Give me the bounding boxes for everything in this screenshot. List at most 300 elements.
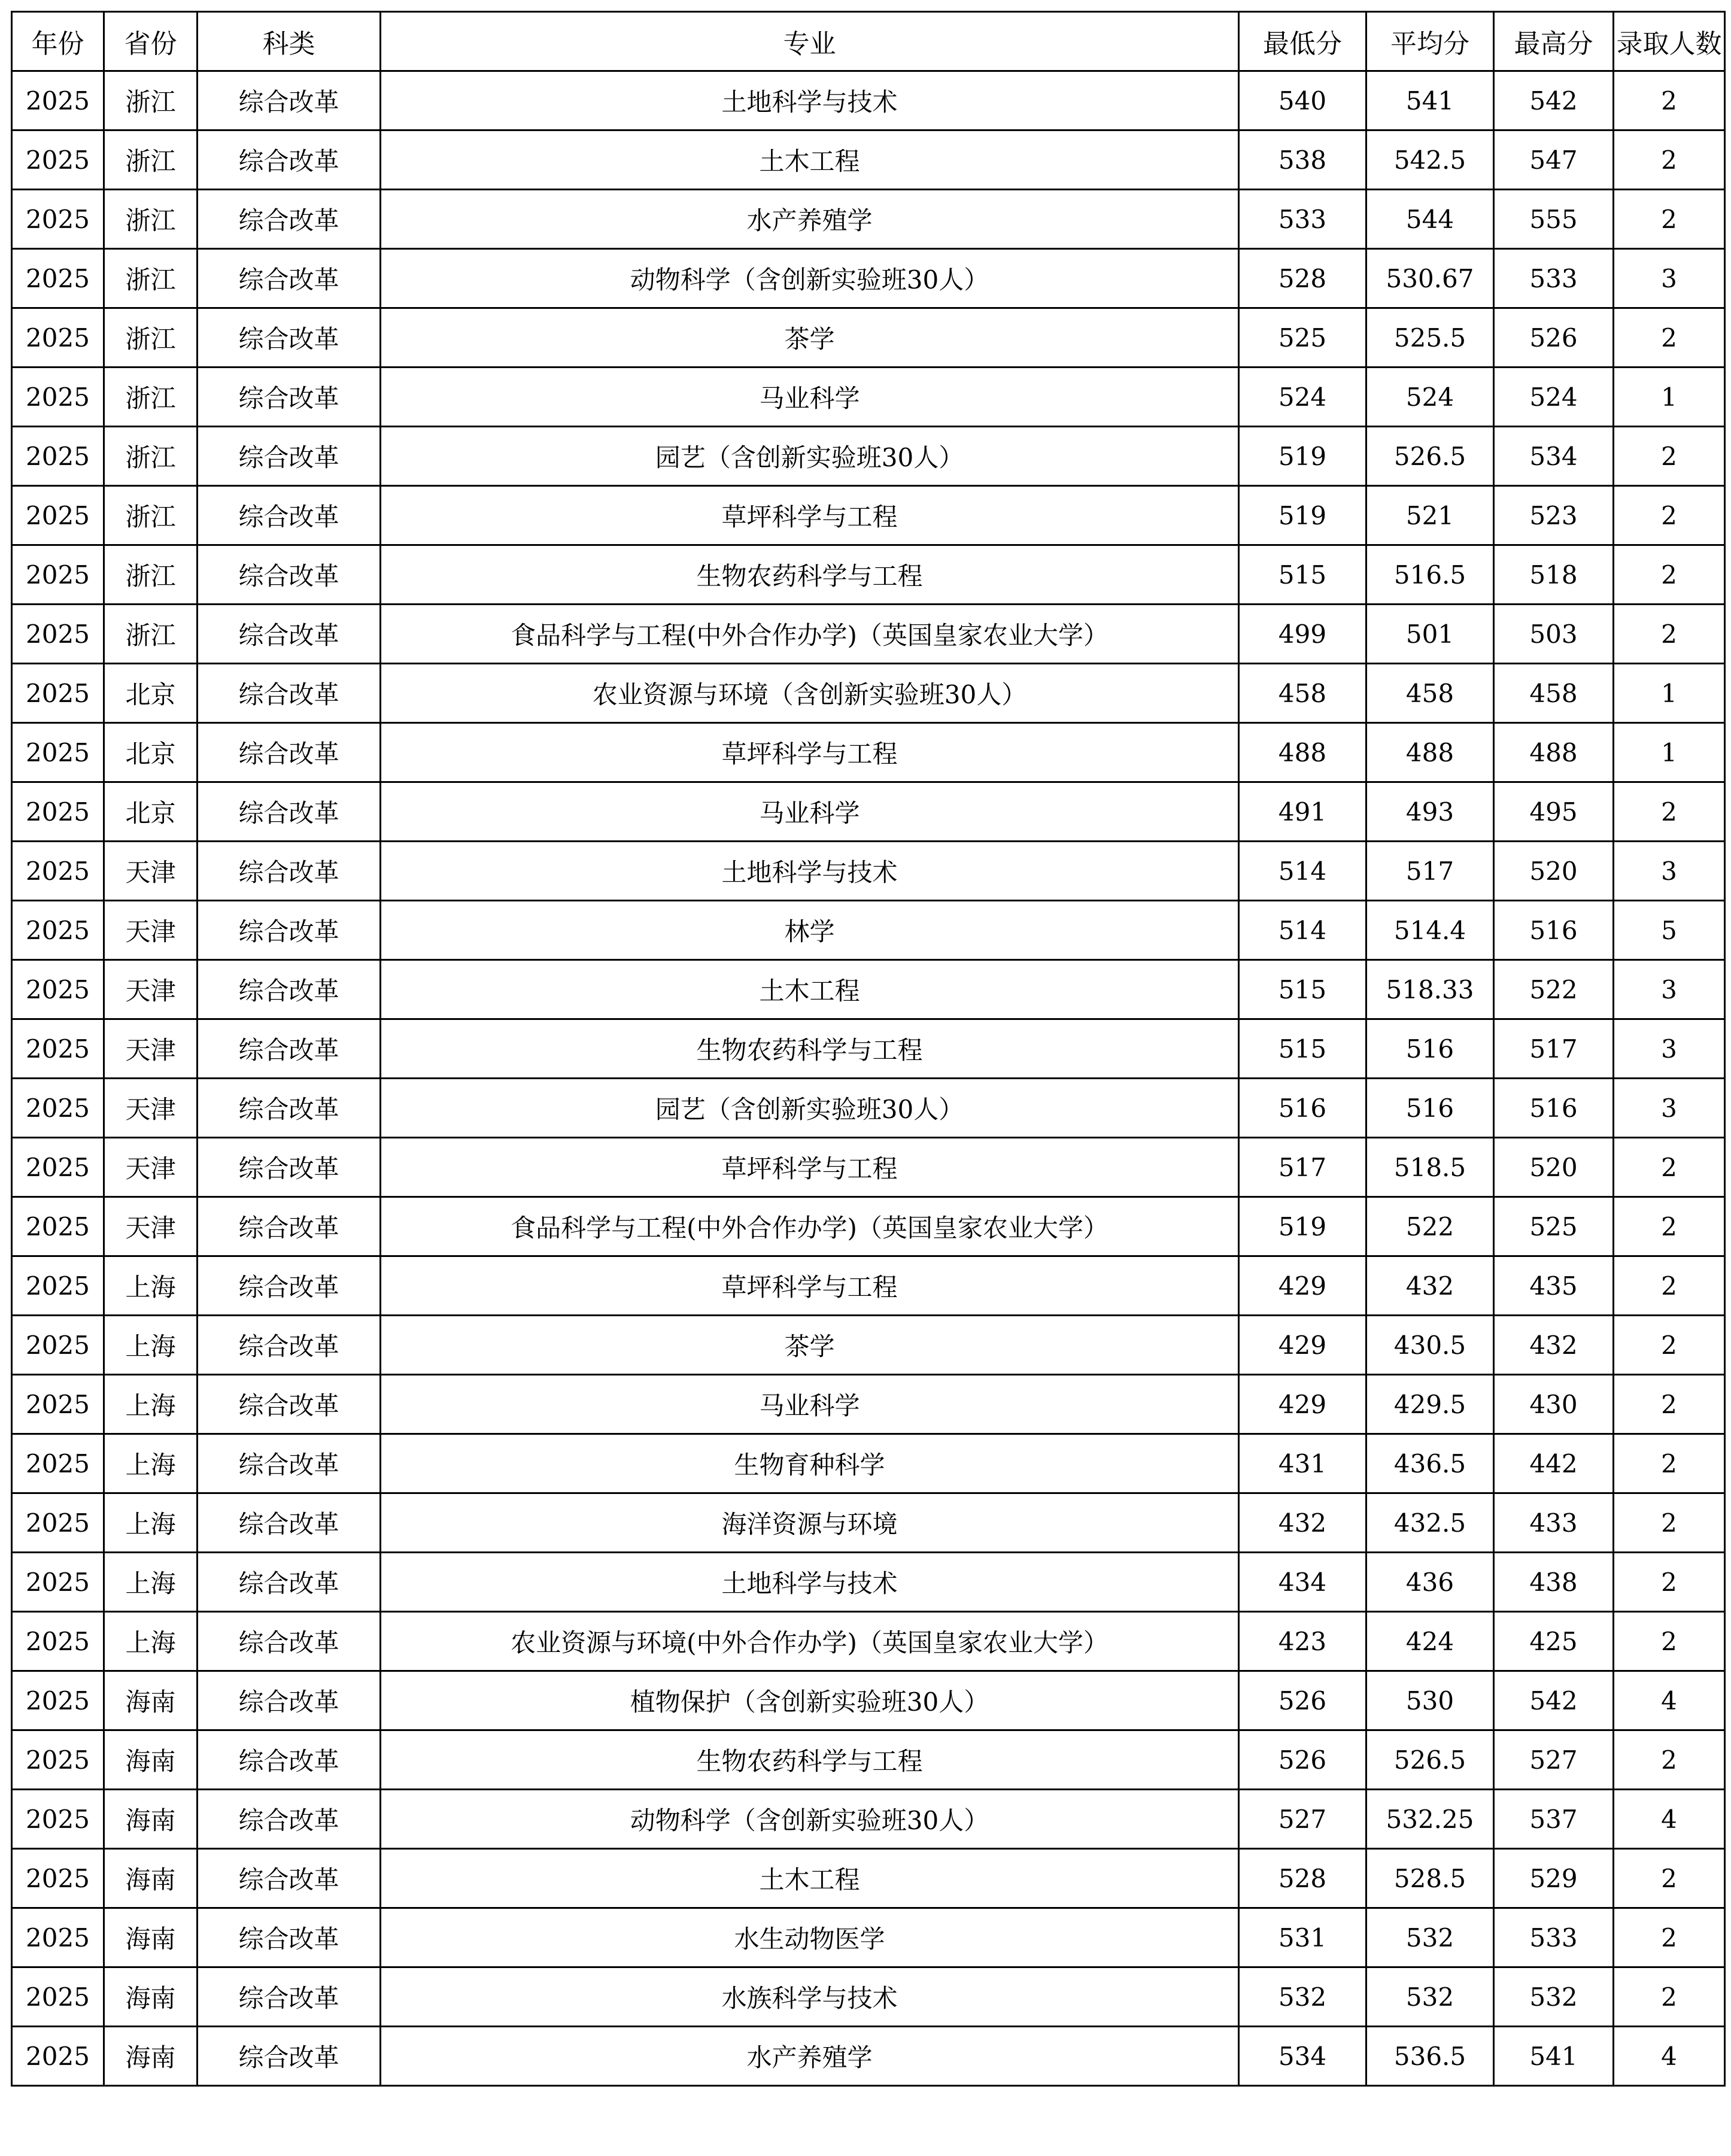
cell-major: 土地科学与技术 [381, 1553, 1239, 1612]
cell-category: 综合改革 [198, 1316, 381, 1375]
cell-avg-score: 521 [1366, 486, 1494, 545]
cell-max-score: 541 [1494, 2027, 1614, 2086]
cell-year: 2025 [12, 960, 104, 1019]
cell-max-score: 517 [1494, 1019, 1614, 1079]
admission-scores-table [11, 11, 1726, 2087]
cell-admitted-count: 3 [1614, 960, 1725, 1019]
cell-admitted-count: 2 [1614, 486, 1725, 545]
cell-admitted-count: 2 [1614, 545, 1725, 605]
cell-year: 2025 [12, 1079, 104, 1138]
table-row [12, 2027, 1725, 2086]
cell-category: 综合改革 [198, 1138, 381, 1197]
table-row [12, 1138, 1725, 1197]
cell-admitted-count: 2 [1614, 1197, 1725, 1256]
cell-major: 茶学 [381, 1316, 1239, 1375]
cell-min-score: 491 [1239, 782, 1366, 842]
cell-year: 2025 [12, 368, 104, 427]
cell-major: 水生动物医学 [381, 1908, 1239, 1967]
cell-major: 草坪科学与工程 [381, 723, 1239, 782]
cell-admitted-count: 2 [1614, 782, 1725, 842]
cell-min-score: 488 [1239, 723, 1366, 782]
cell-major: 草坪科学与工程 [381, 1256, 1239, 1316]
cell-avg-score: 436 [1366, 1553, 1494, 1612]
cell-avg-score: 532 [1366, 1967, 1494, 2027]
cell-max-score: 516 [1494, 901, 1614, 960]
table-row [12, 249, 1725, 308]
cell-admitted-count: 2 [1614, 1434, 1725, 1493]
cell-avg-score: 429.5 [1366, 1375, 1494, 1434]
cell-province: 浙江 [104, 249, 198, 308]
cell-year: 2025 [12, 664, 104, 723]
cell-category: 综合改革 [198, 1790, 381, 1849]
table-row [12, 723, 1725, 782]
cell-min-score: 432 [1239, 1493, 1366, 1553]
cell-max-score: 442 [1494, 1434, 1614, 1493]
cell-min-score: 540 [1239, 71, 1366, 130]
cell-province: 天津 [104, 1138, 198, 1197]
cell-province: 天津 [104, 1197, 198, 1256]
cell-category: 综合改革 [198, 1434, 381, 1493]
table-row [12, 130, 1725, 190]
cell-min-score: 528 [1239, 1849, 1366, 1908]
cell-min-score: 434 [1239, 1553, 1366, 1612]
header-max-score: 最高分 [1494, 12, 1614, 71]
cell-category: 综合改革 [198, 427, 381, 486]
cell-category: 综合改革 [198, 1908, 381, 1967]
cell-major: 马业科学 [381, 782, 1239, 842]
table-row [12, 1730, 1725, 1790]
cell-year: 2025 [12, 723, 104, 782]
cell-admitted-count: 2 [1614, 1612, 1725, 1671]
cell-max-score: 534 [1494, 427, 1614, 486]
cell-year: 2025 [12, 1908, 104, 1967]
cell-avg-score: 536.5 [1366, 2027, 1494, 2086]
cell-admitted-count: 1 [1614, 723, 1725, 782]
cell-admitted-count: 3 [1614, 1079, 1725, 1138]
cell-major: 园艺（含创新实验班30人） [381, 427, 1239, 486]
cell-min-score: 514 [1239, 842, 1366, 901]
cell-min-score: 429 [1239, 1375, 1366, 1434]
table-row [12, 486, 1725, 545]
cell-avg-score: 424 [1366, 1612, 1494, 1671]
cell-major: 草坪科学与工程 [381, 486, 1239, 545]
cell-year: 2025 [12, 1671, 104, 1730]
header-row [12, 12, 1725, 71]
cell-province: 海南 [104, 1849, 198, 1908]
cell-major: 园艺（含创新实验班30人） [381, 1079, 1239, 1138]
cell-year: 2025 [12, 308, 104, 368]
cell-province: 上海 [104, 1553, 198, 1612]
cell-avg-score: 532 [1366, 1908, 1494, 1967]
cell-category: 综合改革 [198, 545, 381, 605]
cell-admitted-count: 3 [1614, 1019, 1725, 1079]
cell-category: 综合改革 [198, 842, 381, 901]
cell-major: 农业资源与环境（含创新实验班30人） [381, 664, 1239, 723]
cell-max-score: 547 [1494, 130, 1614, 190]
cell-category: 综合改革 [198, 605, 381, 664]
cell-avg-score: 532.25 [1366, 1790, 1494, 1849]
table-row [12, 1434, 1725, 1493]
cell-year: 2025 [12, 71, 104, 130]
cell-year: 2025 [12, 1316, 104, 1375]
cell-avg-score: 488 [1366, 723, 1494, 782]
cell-avg-score: 528.5 [1366, 1849, 1494, 1908]
cell-year: 2025 [12, 605, 104, 664]
cell-max-score: 526 [1494, 308, 1614, 368]
cell-category: 综合改革 [198, 1079, 381, 1138]
cell-admitted-count: 2 [1614, 1849, 1725, 1908]
cell-max-score: 524 [1494, 368, 1614, 427]
table-row [12, 1849, 1725, 1908]
cell-province: 海南 [104, 1967, 198, 2027]
cell-province: 浙江 [104, 130, 198, 190]
cell-admitted-count: 1 [1614, 664, 1725, 723]
cell-year: 2025 [12, 1256, 104, 1316]
cell-max-score: 503 [1494, 605, 1614, 664]
cell-province: 浙江 [104, 427, 198, 486]
cell-province: 浙江 [104, 545, 198, 605]
cell-province: 上海 [104, 1434, 198, 1493]
table-body [12, 71, 1725, 2086]
cell-max-score: 522 [1494, 960, 1614, 1019]
cell-admitted-count: 2 [1614, 1256, 1725, 1316]
cell-category: 综合改革 [198, 1967, 381, 2027]
table-row [12, 1908, 1725, 1967]
cell-province: 北京 [104, 664, 198, 723]
cell-major: 植物保护（含创新实验班30人） [381, 1671, 1239, 1730]
table-row [12, 1197, 1725, 1256]
header-year: 年份 [12, 12, 104, 71]
cell-category: 综合改革 [198, 1612, 381, 1671]
cell-max-score: 529 [1494, 1849, 1614, 1908]
cell-admitted-count: 2 [1614, 130, 1725, 190]
cell-min-score: 538 [1239, 130, 1366, 190]
cell-category: 综合改革 [198, 368, 381, 427]
cell-admitted-count: 2 [1614, 1138, 1725, 1197]
table-row [12, 71, 1725, 130]
cell-province: 浙江 [104, 190, 198, 249]
admission-scores-sheet [11, 11, 1726, 2087]
cell-year: 2025 [12, 1790, 104, 1849]
cell-max-score: 542 [1494, 1671, 1614, 1730]
cell-max-score: 523 [1494, 486, 1614, 545]
cell-avg-score: 516 [1366, 1079, 1494, 1138]
cell-admitted-count: 5 [1614, 901, 1725, 960]
cell-year: 2025 [12, 545, 104, 605]
cell-min-score: 458 [1239, 664, 1366, 723]
cell-major: 生物农药科学与工程 [381, 1730, 1239, 1790]
cell-category: 综合改革 [198, 249, 381, 308]
table-row [12, 605, 1725, 664]
cell-admitted-count: 2 [1614, 190, 1725, 249]
cell-major: 农业资源与环境(中外合作办学)（英国皇家农业大学） [381, 1612, 1239, 1671]
cell-avg-score: 432 [1366, 1256, 1494, 1316]
cell-avg-score: 518.33 [1366, 960, 1494, 1019]
cell-avg-score: 544 [1366, 190, 1494, 249]
table-row [12, 664, 1725, 723]
cell-province: 海南 [104, 1908, 198, 1967]
cell-province: 浙江 [104, 605, 198, 664]
cell-major: 动物科学（含创新实验班30人） [381, 1790, 1239, 1849]
cell-province: 浙江 [104, 308, 198, 368]
cell-avg-score: 501 [1366, 605, 1494, 664]
cell-major: 土木工程 [381, 960, 1239, 1019]
table-row [12, 1612, 1725, 1671]
cell-admitted-count: 2 [1614, 1730, 1725, 1790]
table-row [12, 1256, 1725, 1316]
cell-admitted-count: 3 [1614, 842, 1725, 901]
cell-category: 综合改革 [198, 723, 381, 782]
cell-year: 2025 [12, 427, 104, 486]
cell-year: 2025 [12, 901, 104, 960]
cell-avg-score: 516 [1366, 1019, 1494, 1079]
table-row [12, 782, 1725, 842]
cell-major: 水族科学与技术 [381, 1967, 1239, 2027]
cell-category: 综合改革 [198, 1019, 381, 1079]
cell-major: 土木工程 [381, 1849, 1239, 1908]
cell-admitted-count: 4 [1614, 1671, 1725, 1730]
cell-major: 食品科学与工程(中外合作办学)（英国皇家农业大学） [381, 605, 1239, 664]
cell-major: 食品科学与工程(中外合作办学)（英国皇家农业大学） [381, 1197, 1239, 1256]
cell-province: 天津 [104, 960, 198, 1019]
cell-admitted-count: 2 [1614, 427, 1725, 486]
cell-min-score: 515 [1239, 1019, 1366, 1079]
cell-max-score: 520 [1494, 842, 1614, 901]
cell-province: 上海 [104, 1375, 198, 1434]
cell-category: 综合改革 [198, 1553, 381, 1612]
cell-avg-score: 542.5 [1366, 130, 1494, 190]
cell-min-score: 516 [1239, 1079, 1366, 1138]
cell-year: 2025 [12, 842, 104, 901]
cell-min-score: 533 [1239, 190, 1366, 249]
table-row [12, 190, 1725, 249]
cell-max-score: 527 [1494, 1730, 1614, 1790]
cell-avg-score: 516.5 [1366, 545, 1494, 605]
cell-max-score: 430 [1494, 1375, 1614, 1434]
table-row [12, 1316, 1725, 1375]
cell-major: 草坪科学与工程 [381, 1138, 1239, 1197]
cell-province: 天津 [104, 901, 198, 960]
cell-min-score: 519 [1239, 427, 1366, 486]
cell-year: 2025 [12, 1553, 104, 1612]
cell-admitted-count: 4 [1614, 1790, 1725, 1849]
cell-min-score: 531 [1239, 1908, 1366, 1967]
cell-max-score: 555 [1494, 190, 1614, 249]
cell-year: 2025 [12, 249, 104, 308]
cell-major: 动物科学（含创新实验班30人） [381, 249, 1239, 308]
cell-min-score: 517 [1239, 1138, 1366, 1197]
cell-max-score: 520 [1494, 1138, 1614, 1197]
cell-major: 茶学 [381, 308, 1239, 368]
table-row [12, 1493, 1725, 1553]
cell-category: 综合改革 [198, 664, 381, 723]
cell-major: 水产养殖学 [381, 2027, 1239, 2086]
cell-province: 上海 [104, 1256, 198, 1316]
cell-category: 综合改革 [198, 1256, 381, 1316]
table-row [12, 842, 1725, 901]
cell-max-score: 532 [1494, 1967, 1614, 2027]
cell-max-score: 525 [1494, 1197, 1614, 1256]
cell-avg-score: 522 [1366, 1197, 1494, 1256]
cell-major: 土木工程 [381, 130, 1239, 190]
cell-min-score: 534 [1239, 2027, 1366, 2086]
cell-min-score: 524 [1239, 368, 1366, 427]
cell-province: 浙江 [104, 486, 198, 545]
cell-province: 天津 [104, 1019, 198, 1079]
cell-province: 上海 [104, 1612, 198, 1671]
cell-max-score: 438 [1494, 1553, 1614, 1612]
cell-year: 2025 [12, 2027, 104, 2086]
cell-min-score: 423 [1239, 1612, 1366, 1671]
cell-province: 浙江 [104, 71, 198, 130]
cell-min-score: 514 [1239, 901, 1366, 960]
cell-province: 海南 [104, 1790, 198, 1849]
cell-max-score: 516 [1494, 1079, 1614, 1138]
cell-category: 综合改革 [198, 190, 381, 249]
cell-province: 上海 [104, 1316, 198, 1375]
cell-category: 综合改革 [198, 1671, 381, 1730]
cell-category: 综合改革 [198, 1197, 381, 1256]
cell-admitted-count: 2 [1614, 308, 1725, 368]
cell-min-score: 519 [1239, 1197, 1366, 1256]
cell-category: 综合改革 [198, 2027, 381, 2086]
cell-avg-score: 530.67 [1366, 249, 1494, 308]
cell-max-score: 542 [1494, 71, 1614, 130]
cell-min-score: 515 [1239, 960, 1366, 1019]
cell-year: 2025 [12, 1612, 104, 1671]
cell-major: 生物农药科学与工程 [381, 545, 1239, 605]
cell-min-score: 429 [1239, 1316, 1366, 1375]
cell-admitted-count: 3 [1614, 249, 1725, 308]
table-row [12, 1790, 1725, 1849]
cell-admitted-count: 1 [1614, 368, 1725, 427]
header-min-score: 最低分 [1239, 12, 1366, 71]
cell-year: 2025 [12, 1493, 104, 1553]
cell-major: 土地科学与技术 [381, 842, 1239, 901]
cell-province: 北京 [104, 782, 198, 842]
cell-avg-score: 514.4 [1366, 901, 1494, 960]
cell-min-score: 526 [1239, 1730, 1366, 1790]
cell-min-score: 429 [1239, 1256, 1366, 1316]
cell-admitted-count: 2 [1614, 1553, 1725, 1612]
cell-max-score: 488 [1494, 723, 1614, 782]
cell-category: 综合改革 [198, 1849, 381, 1908]
cell-category: 综合改革 [198, 1375, 381, 1434]
cell-province: 浙江 [104, 368, 198, 427]
cell-category: 综合改革 [198, 960, 381, 1019]
cell-year: 2025 [12, 1434, 104, 1493]
header-admitted-count: 录取人数 [1614, 12, 1725, 71]
cell-category: 综合改革 [198, 71, 381, 130]
cell-category: 综合改革 [198, 901, 381, 960]
cell-major: 土地科学与技术 [381, 71, 1239, 130]
table-row [12, 1553, 1725, 1612]
cell-year: 2025 [12, 1138, 104, 1197]
cell-avg-score: 517 [1366, 842, 1494, 901]
cell-year: 2025 [12, 1019, 104, 1079]
cell-avg-score: 525.5 [1366, 308, 1494, 368]
cell-min-score: 527 [1239, 1790, 1366, 1849]
cell-avg-score: 493 [1366, 782, 1494, 842]
cell-max-score: 495 [1494, 782, 1614, 842]
table-row [12, 1375, 1725, 1434]
cell-max-score: 432 [1494, 1316, 1614, 1375]
cell-major: 马业科学 [381, 1375, 1239, 1434]
cell-category: 综合改革 [198, 130, 381, 190]
cell-min-score: 528 [1239, 249, 1366, 308]
cell-avg-score: 436.5 [1366, 1434, 1494, 1493]
cell-year: 2025 [12, 782, 104, 842]
cell-avg-score: 518.5 [1366, 1138, 1494, 1197]
cell-category: 综合改革 [198, 782, 381, 842]
cell-major: 生物农药科学与工程 [381, 1019, 1239, 1079]
cell-admitted-count: 4 [1614, 2027, 1725, 2086]
cell-admitted-count: 2 [1614, 71, 1725, 130]
cell-year: 2025 [12, 486, 104, 545]
cell-year: 2025 [12, 130, 104, 190]
cell-province: 海南 [104, 1671, 198, 1730]
header-province: 省份 [104, 12, 198, 71]
cell-province: 海南 [104, 2027, 198, 2086]
cell-admitted-count: 2 [1614, 1967, 1725, 2027]
cell-avg-score: 432.5 [1366, 1493, 1494, 1553]
cell-min-score: 525 [1239, 308, 1366, 368]
header-category: 科类 [198, 12, 381, 71]
cell-min-score: 431 [1239, 1434, 1366, 1493]
cell-province: 天津 [104, 842, 198, 901]
table-row [12, 308, 1725, 368]
cell-year: 2025 [12, 190, 104, 249]
cell-province: 海南 [104, 1730, 198, 1790]
cell-min-score: 526 [1239, 1671, 1366, 1730]
cell-admitted-count: 2 [1614, 1375, 1725, 1434]
cell-year: 2025 [12, 1967, 104, 2027]
cell-max-score: 533 [1494, 249, 1614, 308]
cell-avg-score: 526.5 [1366, 427, 1494, 486]
cell-major: 水产养殖学 [381, 190, 1239, 249]
cell-avg-score: 530 [1366, 1671, 1494, 1730]
cell-category: 综合改革 [198, 308, 381, 368]
cell-admitted-count: 2 [1614, 1493, 1725, 1553]
table-row [12, 368, 1725, 427]
table-row [12, 1019, 1725, 1079]
cell-avg-score: 526.5 [1366, 1730, 1494, 1790]
table-row [12, 901, 1725, 960]
cell-max-score: 425 [1494, 1612, 1614, 1671]
cell-category: 综合改革 [198, 1493, 381, 1553]
cell-max-score: 458 [1494, 664, 1614, 723]
cell-major: 林学 [381, 901, 1239, 960]
cell-min-score: 519 [1239, 486, 1366, 545]
cell-year: 2025 [12, 1730, 104, 1790]
cell-category: 综合改革 [198, 486, 381, 545]
cell-admitted-count: 2 [1614, 1316, 1725, 1375]
cell-max-score: 518 [1494, 545, 1614, 605]
cell-max-score: 537 [1494, 1790, 1614, 1849]
cell-min-score: 499 [1239, 605, 1366, 664]
table-row [12, 960, 1725, 1019]
header-avg-score: 平均分 [1366, 12, 1494, 71]
cell-min-score: 515 [1239, 545, 1366, 605]
cell-min-score: 532 [1239, 1967, 1366, 2027]
cell-major: 马业科学 [381, 368, 1239, 427]
cell-category: 综合改革 [198, 1730, 381, 1790]
cell-admitted-count: 2 [1614, 605, 1725, 664]
cell-province: 北京 [104, 723, 198, 782]
cell-avg-score: 524 [1366, 368, 1494, 427]
cell-province: 上海 [104, 1493, 198, 1553]
cell-avg-score: 541 [1366, 71, 1494, 130]
